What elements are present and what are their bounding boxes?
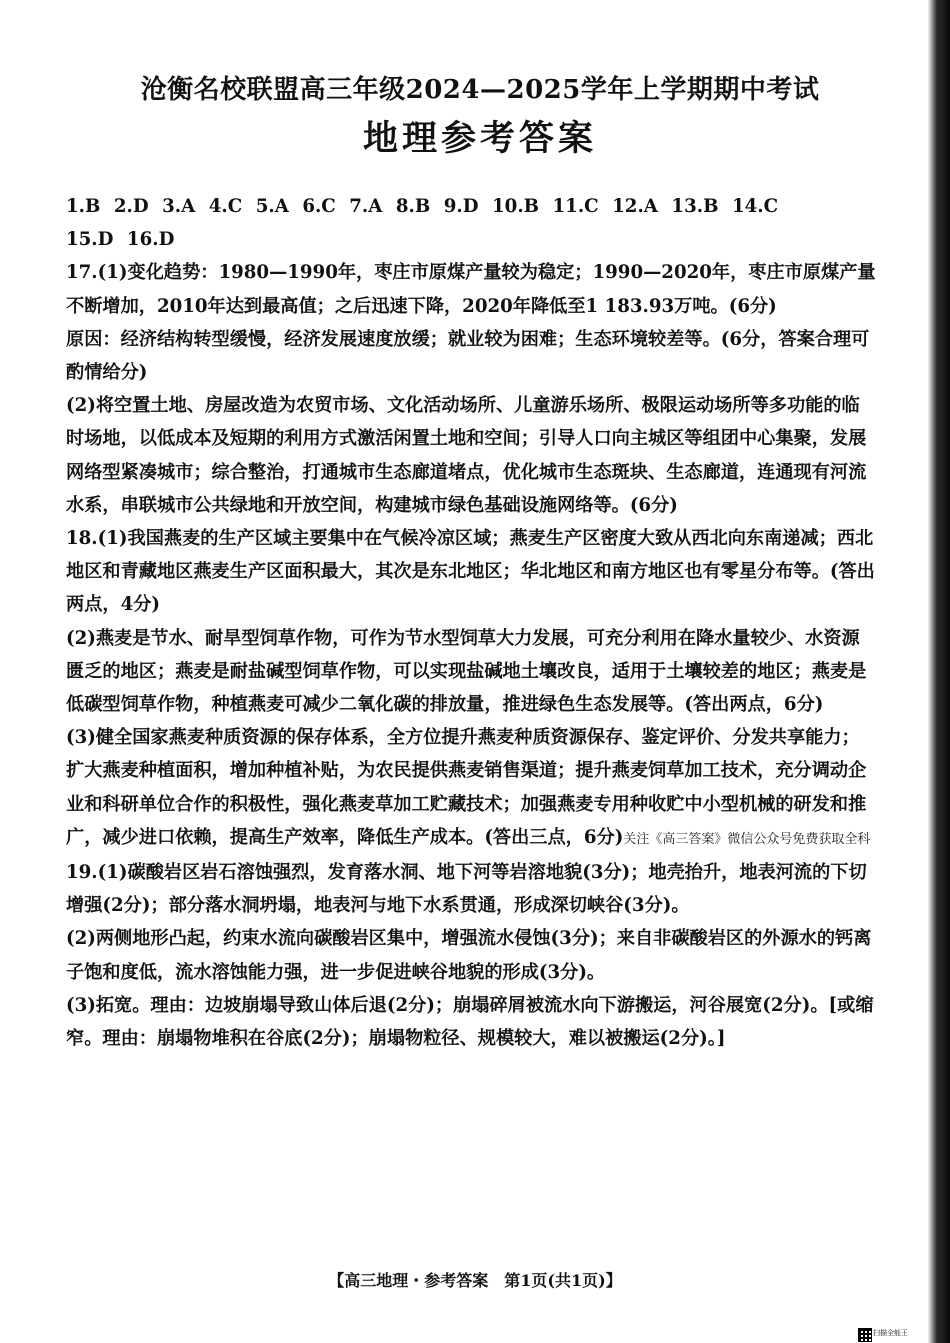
q19-part1: 19.(1)碳酸岩区岩石溶蚀强烈，发育落水洞、地下河等岩溶地貌(3分)；地壳抬升，地表河流的下切增强(2分)；部分落水洞坍塌，地表河与地下水系贯通，形成深切峡谷(3分)。 (66, 862, 867, 917)
q17-part1-trend: 17.(1)变化趋势：1980—1990年，枣庄市原煤产量较为稳定；1990—2020年，枣庄市原煤产量不断增加，2010年达到最高值；之后迅速下降，2020年降低至1 183.93万吨。(6分) (66, 262, 876, 317)
choice-answer: 11.C (552, 196, 599, 217)
qr-code-icon (858, 1328, 872, 1342)
page-footer: 【高三地理・参考答案 第1页(共1页)】 (328, 1271, 622, 1290)
choice-answer: 2.D (113, 196, 149, 217)
choice-answer: 15.D (66, 229, 114, 251)
q18-part3 (66, 721, 876, 856)
exam-title: 沧衡名校联盟高三年级2024—2025学年上学期期中考试 (140, 75, 820, 105)
q17-part1-reason: 原因：经济结构转型缓慢，经济发展速度放缓；就业较为困难；生态环境较差等。(6分，答案合理可酌情给分) (66, 328, 870, 384)
q17-part2: (2)将空置土地、房屋改造为农贸市场、文化活动场所、儿童游乐场所、极限运动场所等多功能的临时场地，以低成本及短期的利用方式激活闲置土地和空间；引导人口向主城区等组团中心集聚，发展网络型紧凑城市；综合整治，打通城市生态廊道堵点，优化城市生态斑块、生态廊道，连通现有河流水系，串联城市公共绿地和开放空间，构建城市绿色基础设施网络等。(6分) (66, 395, 867, 516)
choice-answer: 10.B (492, 196, 540, 217)
choice-answers-row-2 (66, 223, 876, 256)
choice-answer: 12.A (612, 196, 658, 217)
choice-answer: 14.C (731, 196, 779, 217)
q18-part3-text: (3)健全国家燕麦种质资源的保存体系，全方位提升燕麦种质资源保存、鉴定评价、分发共享能力；扩大燕麦种植面积，增加种植补贴，为农民提供燕麦销售渠道；提升燕麦饲草加工技术，充分调动企业和科研单位合作的积极性，强化燕麦草加工贮藏技术；加强燕麦专用种收贮中小型机械的研发和推广，减少进口依赖，提高生产效率，降低生产成本。(答出三点，6分) (66, 727, 867, 848)
q19-part3: (3)拓宽。理由：边坡崩塌导致山体后退(2分)；崩塌碎屑被流水向下游搬运，河谷展宽(2分)。[或缩窄。理由：崩塌物堆积在谷底(2分)；崩塌物粒径、规模较大，难以被搬运(2分)。] (66, 994, 874, 1050)
choice-answer: 1.B (66, 196, 101, 217)
q18-part2: (2)燕麦是节水、耐旱型饲草作物，可作为节水型饲草大力发展，可充分利用在降水量较少、水资源匮乏的地区；燕麦是耐盐碱型饲草作物，可以实现盐碱地土壤改良，适用于土壤较差的地区；燕麦是低碳型饲草作物，种植燕麦可减少二氧化碳的排放量，推进绿色生态发展等。(答出两点，6分) (66, 627, 867, 716)
answer-sheet (66, 72, 876, 1055)
question-18 (66, 522, 876, 856)
choice-answer: 9.D (443, 196, 479, 217)
question-17 (66, 256, 876, 522)
choice-answer: 4.C (208, 196, 243, 217)
choice-answer: 8.B (395, 196, 431, 217)
promo-note: 关注《高三答案》微信公众号免费获取全科 (623, 831, 871, 847)
choice-answers-row-1 (66, 190, 876, 223)
choice-answer: 13.B (671, 196, 719, 217)
q19-part2: (2)两侧地形凸起，约束水流向碳酸岩区集中，增强流水侵蚀(3分)；来自非碳酸岩区的外源水的钙离子饱和度低，流水溶蚀能力强，进一步促进峡谷地貌的形成(3分)。 (66, 928, 872, 983)
scan-edge-shadow (928, 0, 950, 1343)
question-19 (66, 856, 876, 1055)
q18-part1: 18.(1)我国燕麦的生产区域主要集中在气候冷凉区域；燕麦生产区密度大致从西北向东南递减；西北地区和青藏地区燕麦生产区面积最大，其次是东北地区；华北地区和南方地区也有零星分布等。(答出两点，4分) (66, 528, 875, 616)
choice-answer: 5.A (255, 196, 289, 217)
choice-answer: 3.A (162, 196, 196, 217)
choice-answer: 7.A (349, 196, 383, 217)
document-title: 地理参考答案 (362, 118, 597, 159)
scanner-watermark: 扫描全能王 (873, 1329, 908, 1337)
choice-answer: 16.D (126, 229, 175, 251)
choice-answer: 6.C (302, 196, 336, 217)
